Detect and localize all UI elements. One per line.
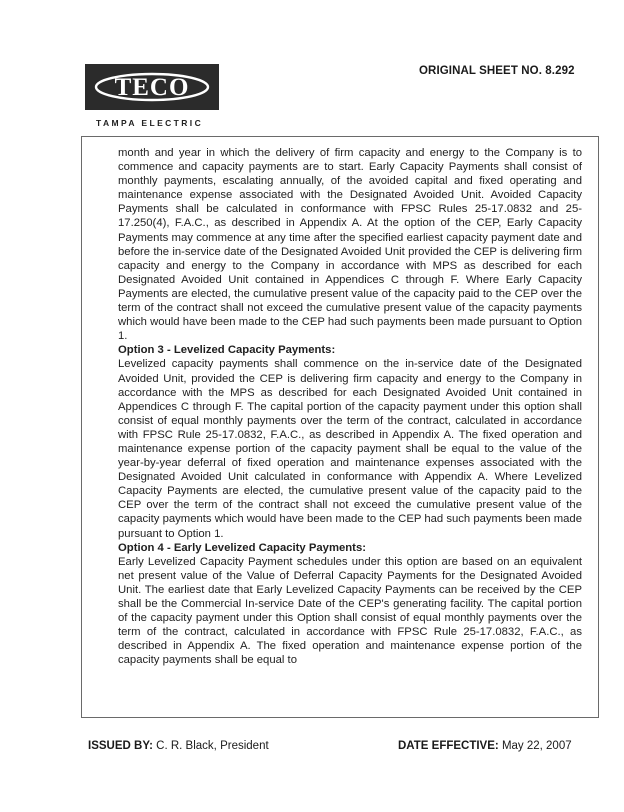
teco-logo <box>85 64 219 110</box>
issued-by-value: C. R. Black, President <box>156 740 269 752</box>
option-4-heading: Option 4 - Early Levelized Capacity Payments: <box>118 541 366 554</box>
option-3-text: Levelized capacity payments shall commence on the in-service date of the Designated Avoided Unit, provided the CEP is delivering firm capacity and energy to the Company in accordance with the MPS as described for each Designated Avoided Unit contained in Appendices C through F. The capital portion of the capacity payment under this option shall consist of equal monthly payments over the term of the contract, calculated in accordance with FPSC Rule 25-17.0832, F.A.C., as described in Appendix A. The fixed operation and maintenance expense portion of the capacity payment shall be equal to the value of the year-by-year deferral of fixed operation and maintenance expenses associated with the Designated Avoided Unit calculated in conformance with Appendix A. Where Levelized Capacity Payments are elected, the cumulative present value of the capacity paid to the CEP over the term of the contract shall not exceed the cumulative present value of the capacity payments which would have been made to the CEP had such payments been made pursuant to Option 1. <box>118 358 582 540</box>
date-effective <box>398 740 572 752</box>
sheet-number: ORIGINAL SHEET NO. 8.292 <box>419 65 575 77</box>
issued-by-label: ISSUED BY: <box>88 740 157 752</box>
option-3-heading: Option 3 - Levelized Capacity Payments: <box>118 344 336 357</box>
logo-wordmark: TECO <box>114 74 190 101</box>
option-4-text: Early Levelized Capacity Payment schedules under this option are based on an equivalent net present value of the Value of Deferral Capacity Payments for the Designated Avoided Unit. The earliest date that Early Levelized Capacity Payments can be received by the CEP shall be the Commercial In-service Date of the CEP's generating facility. The capital portion of the capacity payment under this Option shall consist of equal monthly payments over the term of the contract, calculated in accordance with FPSC Rule 25-17.0832, F.A.C., as described in Appendix A. The fixed operation and maintenance expense portion of the capacity payments shall be equal to <box>118 555 582 667</box>
issued-by <box>88 740 269 752</box>
date-effective-value: May 22, 2007 <box>501 740 572 752</box>
document-body <box>118 146 582 667</box>
date-effective-label: DATE EFFECTIVE: <box>398 740 502 752</box>
logo-subtitle: TAMPA ELECTRIC <box>96 118 204 128</box>
paragraph-1: month and year in which the delivery of firm capacity and energy to the Company is to commence and capacity payments are to start. Early Capacity Payments shall consist of monthly payments, escalating annually, of the avoided capital and fixed operating and maintenance expense associated with the Designated Avoided Unit. Avoided Capacity Payments shall be calculated in conformance with FPSC Rules 25-17.0832 and 25-17.250(4), F.A.C., as described in Appendix A. At the option of the CEP, Early Capacity Payments may commence at any time after the specified earliest capacity payment date and before the in-service date of the Designated Avoided Unit provided the CEP is delivering firm capacity and energy to the Company in accordance with MPS as described for each Designated Avoided Unit contained in Appendices C through F. Where Early Capacity Payments are elected, the cumulative present value of the capacity paid to the CEP over the term of the contract shall not exceed the cumulative present value of the capacity payments which would have been made to the CEP had such payments been made pursuant to Option 1. <box>118 147 582 343</box>
